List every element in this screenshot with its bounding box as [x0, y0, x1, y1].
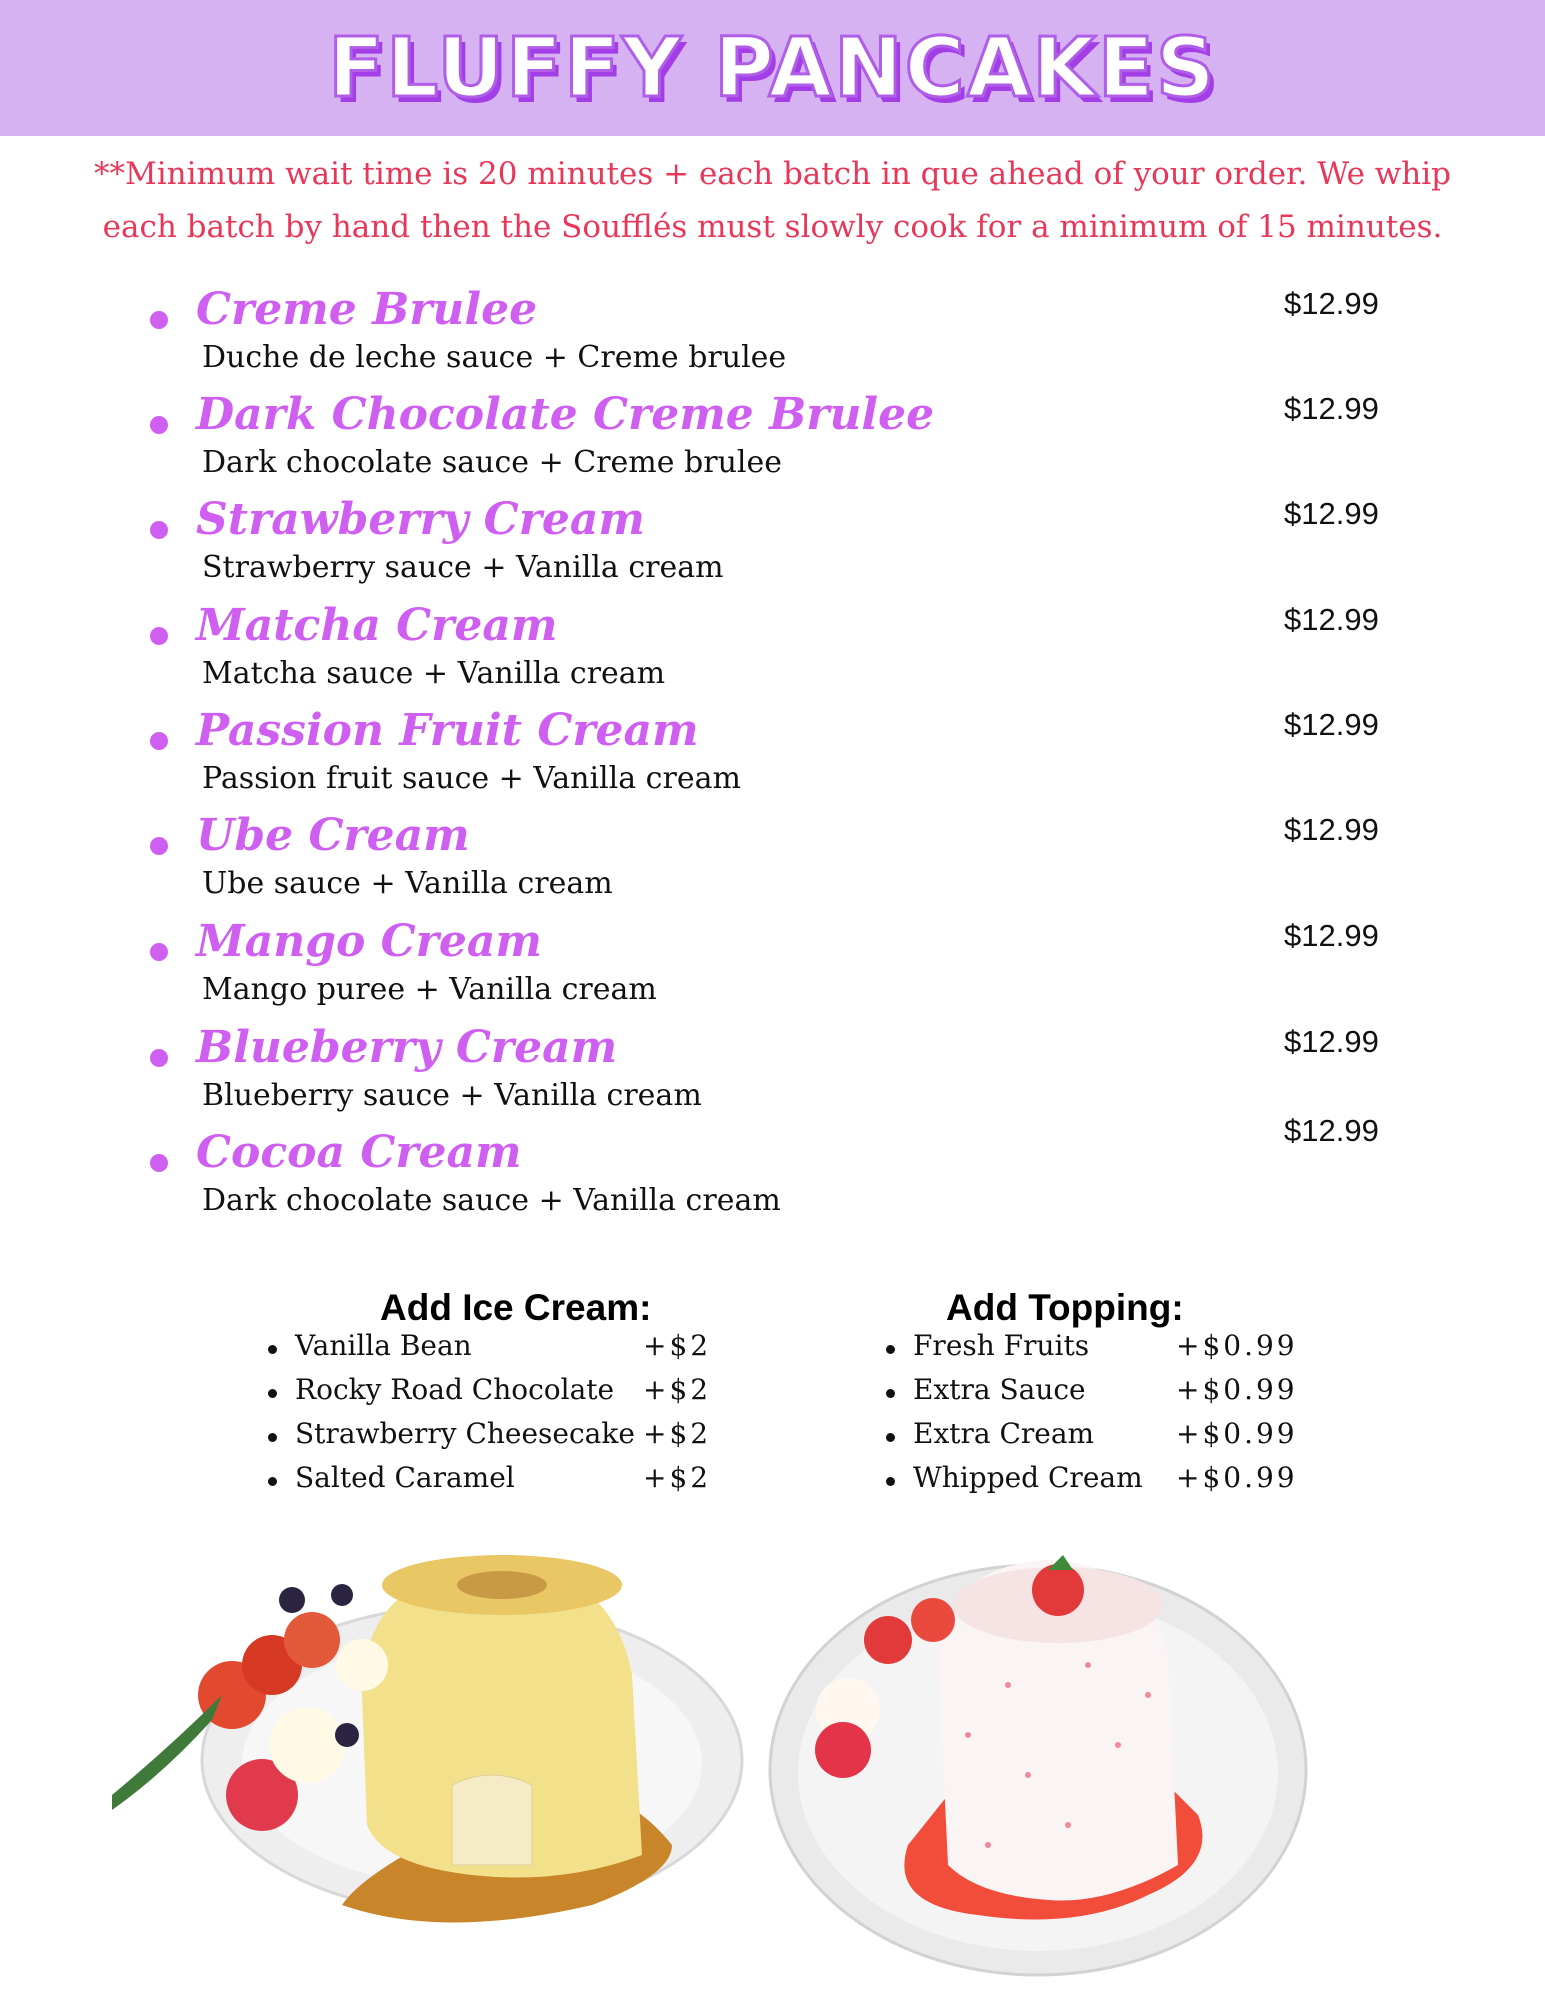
menu-item-price: $12.99 [1284, 918, 1379, 953]
bullet-icon [150, 627, 168, 645]
bullet-icon [886, 1433, 895, 1442]
menu-item-price: $12.99 [1284, 391, 1379, 426]
ice-cream-option [268, 1417, 712, 1457]
bullet-icon [886, 1389, 895, 1398]
bullet-icon [886, 1477, 895, 1486]
addon-price: +$0.99 [1176, 1373, 1298, 1406]
menu-item-name: Cocoa Cream [196, 1127, 522, 1178]
menu-item-name: Ube Cream [196, 810, 470, 861]
topping-option [886, 1417, 1306, 1457]
ice-cream-title: Add Ice Cream: [380, 1287, 652, 1328]
addon-price: +$2 [643, 1417, 712, 1450]
bullet-icon [150, 1154, 168, 1172]
menu-item-description: Passion fruit sauce + Vanilla cream [202, 761, 741, 796]
addon-price: +$0.99 [1176, 1329, 1298, 1362]
menu-item-description: Ube sauce + Vanilla cream [202, 866, 613, 901]
menu-item-description: Matcha sauce + Vanilla cream [202, 656, 666, 691]
menu-item [0, 389, 1545, 494]
menu-item [0, 810, 1545, 915]
addon-price: +$2 [643, 1329, 712, 1362]
addon-price: +$0.99 [1176, 1417, 1298, 1450]
bullet-icon [268, 1389, 277, 1398]
strawberry-cream-pancake-photo [748, 1545, 1320, 1985]
ice-cream-option [268, 1329, 712, 1369]
menu-item-description: Dark chocolate sauce + Vanilla cream [202, 1183, 781, 1218]
menu-item-description: Duche de leche sauce + Creme brulee [202, 340, 787, 375]
bullet-icon [268, 1477, 277, 1486]
notice-line-2: each batch by hand then the Soufflés must slowly cook for a minimum of 15 minutes. [102, 209, 1443, 245]
menu-item-description: Strawberry sauce + Vanilla cream [202, 550, 724, 585]
bullet-icon [268, 1433, 277, 1442]
bullet-icon [268, 1345, 277, 1354]
menu-item-name: Matcha Cream [196, 600, 558, 651]
notice-line-1: **Minimum wait time is 20 minutes + each batch in que ahead of your order. We whip [93, 156, 1452, 192]
menu-item-name: Blueberry Cream [196, 1022, 618, 1073]
menu-item-name: Creme Brulee [196, 284, 538, 335]
menu-item-name: Dark Chocolate Creme Brulee [196, 389, 935, 440]
menu-item [0, 1113, 1545, 1232]
addon-price: +$2 [643, 1373, 712, 1406]
menu-item-description: Blueberry sauce + Vanilla cream [202, 1078, 702, 1113]
addon-label: Salted Caramel [295, 1461, 515, 1494]
addon-label: Vanilla Bean [295, 1329, 472, 1362]
menu-item [0, 916, 1545, 1021]
bullet-icon [150, 416, 168, 434]
topping-title: Add Topping: [946, 1287, 1184, 1328]
creme-brulee-pancake-photo [112, 1545, 752, 1965]
bullet-icon [150, 943, 168, 961]
topping-option [886, 1461, 1306, 1501]
header-banner [0, 0, 1545, 136]
addon-label: Strawberry Cheesecake [295, 1417, 635, 1450]
menu-item-name: Strawberry Cream [196, 494, 645, 545]
menu-item-name: Passion Fruit Cream [196, 705, 699, 756]
menu-item-price: $12.99 [1284, 1113, 1379, 1148]
addon-label: Extra Cream [913, 1417, 1095, 1450]
bullet-icon [150, 732, 168, 750]
menu-item-price: $12.99 [1284, 707, 1379, 742]
bullet-icon [150, 837, 168, 855]
addon-label: Fresh Fruits [913, 1329, 1090, 1362]
wait-time-notice [20, 148, 1525, 254]
menu-item [0, 705, 1545, 810]
ice-cream-option [268, 1461, 712, 1501]
menu-item-description: Mango puree + Vanilla cream [202, 972, 657, 1007]
menu-item-price: $12.99 [1284, 496, 1379, 531]
bullet-icon [150, 1049, 168, 1067]
page-title: FLUFFY PANCAKES [328, 20, 1217, 116]
menu-item-price: $12.99 [1284, 812, 1379, 847]
topping-option [886, 1373, 1306, 1413]
addon-label: Whipped Cream [913, 1461, 1143, 1494]
topping-option [886, 1329, 1306, 1369]
ice-cream-option [268, 1373, 712, 1413]
bullet-icon [150, 311, 168, 329]
menu-item-description: Dark chocolate sauce + Creme brulee [202, 445, 782, 480]
addon-price: +$2 [643, 1461, 712, 1494]
bullet-icon [886, 1345, 895, 1354]
menu-item [0, 1022, 1545, 1127]
menu-item-price: $12.99 [1284, 1024, 1379, 1059]
menu-item-price: $12.99 [1284, 602, 1379, 637]
menu-item [0, 284, 1545, 389]
menu-item [0, 494, 1545, 599]
addon-label: Rocky Road Chocolate [295, 1373, 615, 1406]
menu-item-price: $12.99 [1284, 286, 1379, 321]
addon-price: +$0.99 [1176, 1461, 1298, 1494]
menu-item-name: Mango Cream [196, 916, 542, 967]
bullet-icon [150, 521, 168, 539]
menu-item [0, 600, 1545, 705]
addon-label: Extra Sauce [913, 1373, 1086, 1406]
